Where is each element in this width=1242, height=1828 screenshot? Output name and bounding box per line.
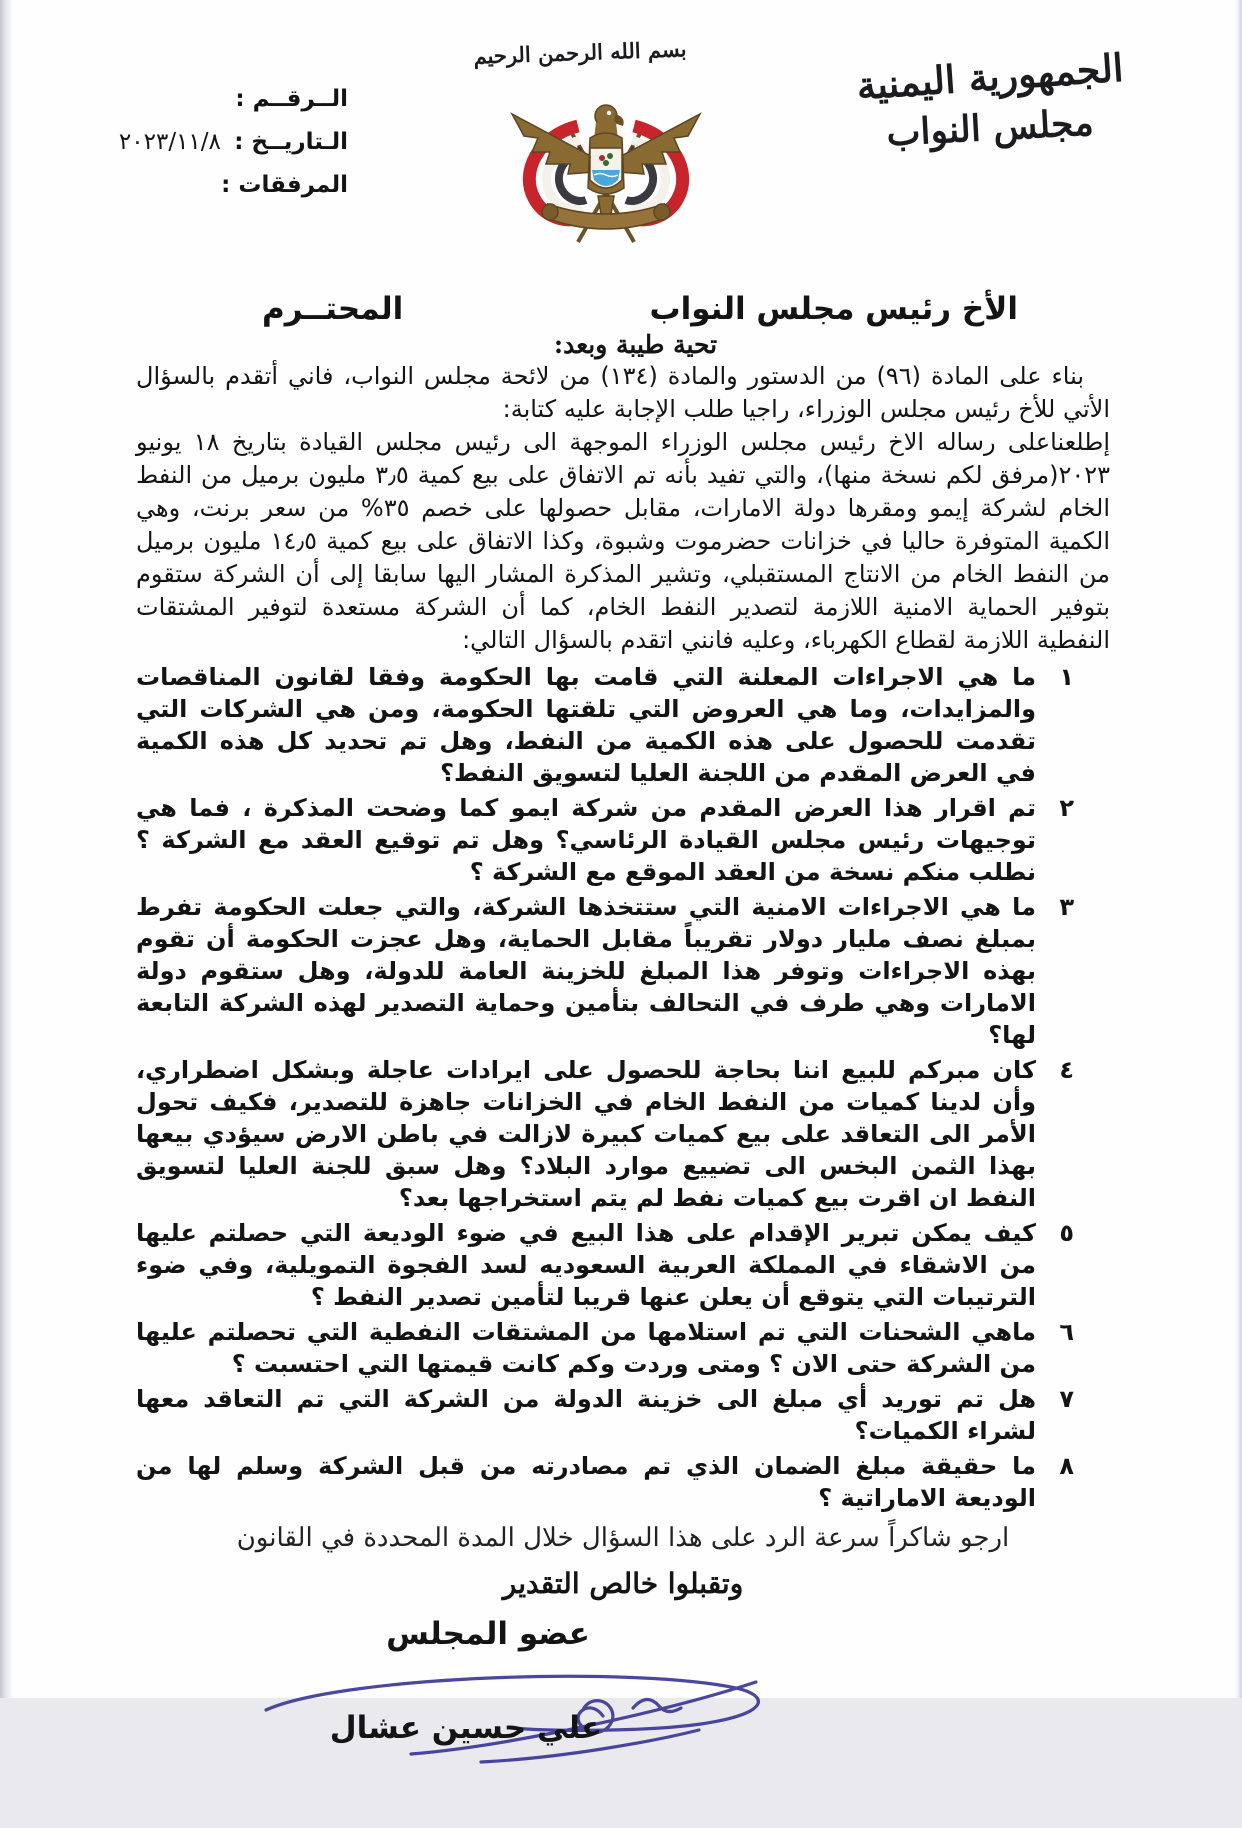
- date-value: ٢٠٢٣/١١/٨: [118, 129, 221, 155]
- question-text: ما حقيقة مبلغ الضمان الذي تم مصادرته من قبل الشركة وسلم لها من الوديعة الاماراتية ؟: [136, 1452, 1036, 1512]
- parliament-name: مجلس النواب: [885, 101, 1095, 155]
- question-number: ١: [1059, 663, 1074, 691]
- page-left-edge-shadow: [0, 0, 14, 1698]
- date-label: الـتاريــخ :: [234, 129, 348, 155]
- letter-body: [136, 360, 1110, 1828]
- question-number: ٧: [1059, 1385, 1074, 1413]
- reference-fields: [82, 86, 348, 215]
- salutation-honorific: المحتــرم: [262, 291, 404, 327]
- question-item: [136, 1450, 1074, 1514]
- question-item: [136, 891, 1074, 1051]
- question-number: ٢: [1059, 794, 1074, 822]
- question-item: [136, 792, 1074, 888]
- question-item: [136, 1383, 1074, 1447]
- number-label: الــرقــم :: [235, 86, 348, 112]
- question-text: تم اقرار هذا العرض المقدم من شركة ايمو كما وضحت المذكرة ، فما هي توجيهات رئيس مجلس القيادة الرئاسي؟ وهل تم توقيع العقد مع الشركة ؟ نطلب منكم نسخة من العقد الموقع مع الشركة ؟: [136, 794, 1036, 886]
- question-item: [136, 1316, 1074, 1380]
- field-date: [82, 129, 348, 155]
- greeting-line: تحية طيبة وبعد:: [553, 330, 718, 359]
- question-text: هل تم توريد أي مبلغ الى خزينة الدولة من الشركة التي تم التعاقد معها لشراء الكميات؟: [136, 1385, 1036, 1445]
- salutation-line: [262, 291, 1018, 327]
- field-number: [82, 86, 348, 112]
- question-text: ماهي الشحنات التي تم استلامها من المشتقات النفطية التي تحصلتم عليها من الشركة حتى الان ؟ ومتى وردت وكم كانت قيمتها التي احتسبت ؟: [136, 1318, 1036, 1378]
- page-right-edge-shadow: [1235, 0, 1242, 1698]
- closing-request-line: ارجو شاكراً سرعة الرد على هذا السؤال خلال المدة المحددة في القانون: [236, 1523, 1010, 1553]
- attachments-label: المرفقات :: [221, 172, 348, 198]
- question-number: ٣: [1059, 893, 1074, 921]
- republic-name: الجمهورية اليمنية: [855, 44, 1125, 109]
- question-item: [136, 1054, 1074, 1214]
- question-text: كان مبركم للبيع اننا بحاجة للحصول على ايرادات عاجلة وبشكل اضطراري، وأن لدينا كميات من النفط الخام في الخزانات جاهزة للتصدير، فكيف تحول الأمر الى التعاقد على بيع كميات كبيرة لازالت في باطن الارض سيؤدي بيعها بهذا الثمن البخس الى تضييع موارد البلاد؟ وهل سبق للجنة العليا لتسويق النفط ان اقرت بيع كميات نفط لم يتم استخراجها بعد؟: [136, 1056, 1036, 1212]
- question-number: ٥: [1059, 1219, 1074, 1247]
- question-number: ٨: [1059, 1452, 1074, 1480]
- question-item: [136, 661, 1074, 789]
- closing-regards-line: وتقبلوا خالص التقدير: [502, 1567, 744, 1600]
- bismillah-calligraphy: بسم الله الرحمن الرحيم: [473, 36, 687, 69]
- question-text: كيف يمكن تبرير الإقدام على هذا البيع في ضوء الوديعة التي حصلتم عليها من الاشقاء في المملكة العربية السعوديه لسد الفجوة التمويلية، وفي ضوء الترتيبات التي يتوقع أن يعلن عنها قريبا لتأمين تصدير النفط ؟: [136, 1219, 1036, 1311]
- signer-role: عضو المجلس: [386, 1616, 590, 1652]
- yemen-coat-of-arms-icon: [490, 96, 722, 250]
- organization-header: [810, 44, 1170, 155]
- intro-paragraph-1: بناء على المادة (٩٦) من الدستور والمادة (١٣٤) من لائحة مجلس النواب، فاني أتقدم بالسؤال الأتي للأخ رئيس مجلس الوزراء، راجيا طلب الإجابة عليه كتابة:: [136, 362, 1110, 423]
- questions-list: [136, 661, 1110, 1514]
- intro-paragraph-2: إطلعناعلى رساله الاخ رئيس مجلس الوزراء الموجهة الى رئيس مجلس القيادة بتاريخ ١٨ يونيو ٢٠٢٣(مرفق لكم نسخة منها)، والتي تفيد بأنه تم الاتفاق على بيع كمية ٣٫٥ مليون برميل من النفط الخام لشركة إيمو ومقرها دولة الامارات، مقابل حصولها على خصم ٣٥% من سعر برنت، وهي الكمية المتوفرة حاليا في خزانات حضرموت وشبوة، وكذا الاتفاق على بيع كمية ١٤٫٥ مليون برميل من النفط الخام من الانتاج المستقبلي، وتشير المذكرة المشار اليها سابقا إلى أن الشركة ستقوم بتوفير الحماية الامنية اللازمة لتصدير النفط الخام، كما أن الشركة مستعدة لتوفير المشتقات النفطية اللازمة لقطاع الكهرباء، وعليه فانني اتقدم بالسؤال التالي:: [136, 428, 1111, 654]
- question-item: [136, 1217, 1074, 1313]
- signer-name: علي حسين عشال: [329, 1710, 603, 1746]
- salutation-addressee: الأخ رئيس مجلس النواب: [649, 291, 1018, 327]
- question-number: ٦: [1059, 1318, 1074, 1346]
- field-attachments: [82, 172, 348, 198]
- question-text: ما هي الاجراءات الامنية التي ستتخذها الشركة، والتي جعلت الحكومة تفرط بمبلغ نصف مليار دولار تقريباً مقابل الحماية، وهل عجزت الحكومة أن تقوم بهذه الاجراءات وتوفر هذا المبلغ للخزينة العامة للدولة، وهل ستقوم دولة الامارات وهي طرف في التحالف بتأمين وحماية التصدير لهذه الشركة التابعة لها؟: [136, 893, 1036, 1049]
- question-number: ٤: [1059, 1056, 1074, 1084]
- question-text: ما هي الاجراءات المعلنة التي قامت بها الحكومة وفقا لقانون المناقصات والمزايدات، وما هي العروض التي تلقتها الحكومة، ومن هي الشركات التي تقدمت للحصول على هذه الكمية من النفط، وهل تم تحديد كل هذه الكمية في العرض المقدم من اللجنة العليا لتسويق النفط؟: [136, 663, 1036, 787]
- signature-block: [136, 1658, 1110, 1828]
